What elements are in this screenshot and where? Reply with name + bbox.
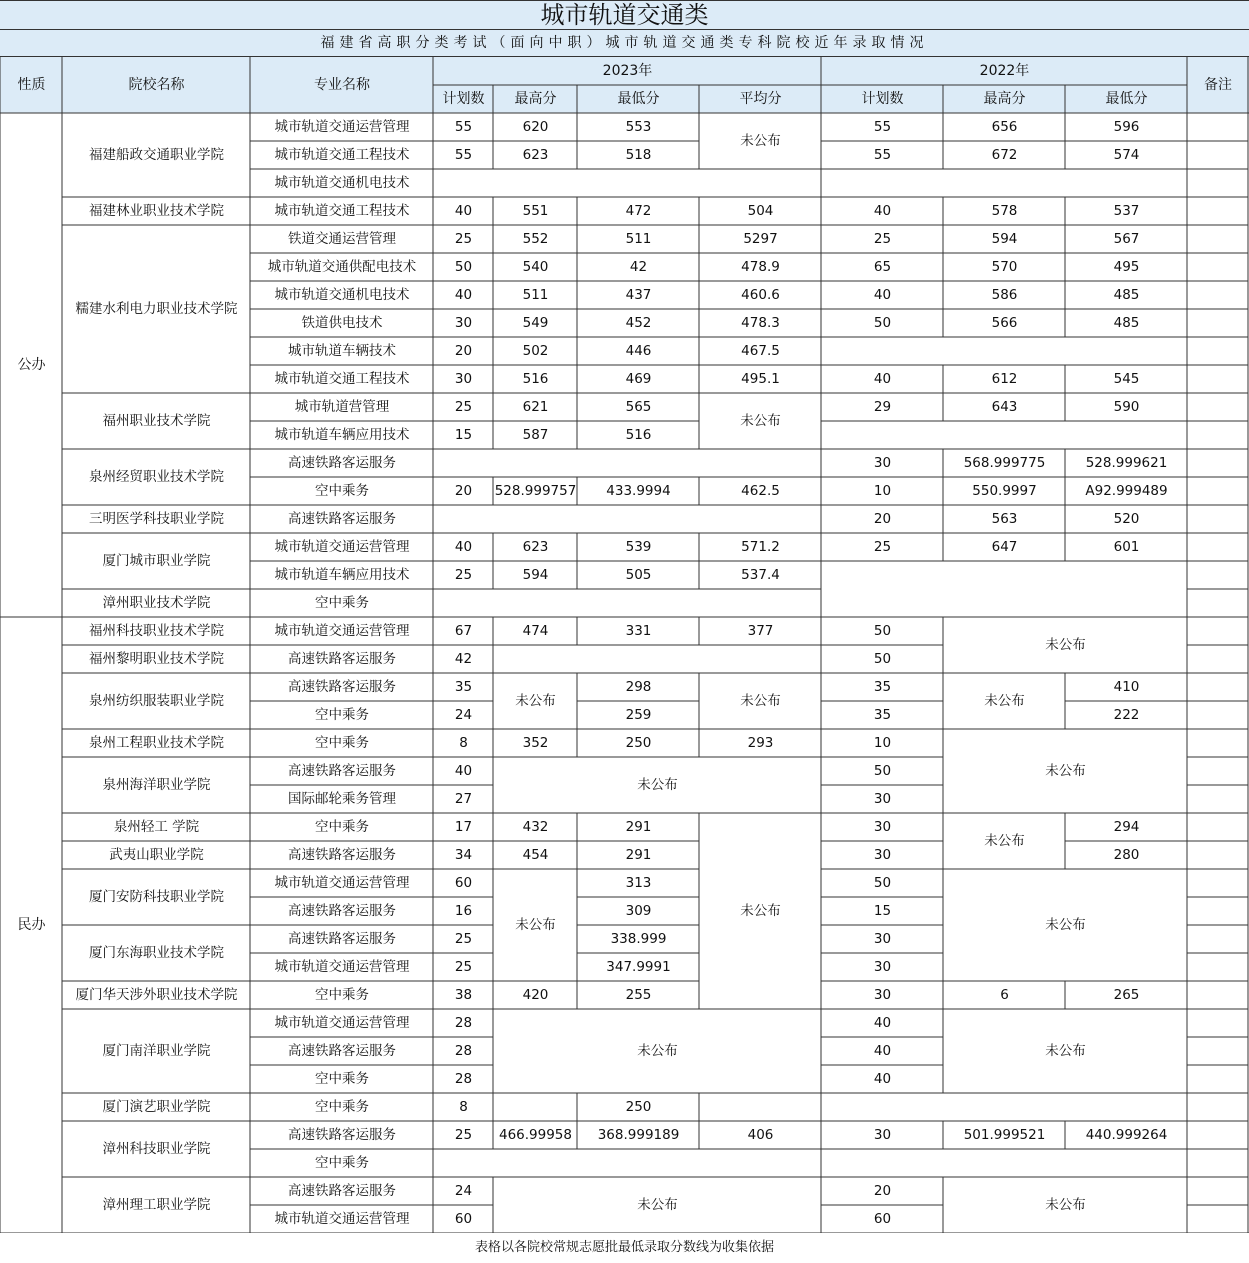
min-2022: 590 (1113, 399, 1140, 416)
school-name: 厦门城市职业学院 (102, 553, 211, 570)
min-2023: 446 (625, 343, 652, 360)
header-plan-2023: 计划数 (442, 91, 485, 108)
major-name: 高速铁路客运服务 (288, 847, 396, 864)
avg-2023: 467.5 (741, 343, 780, 360)
plan-2023: 25 (454, 959, 473, 976)
unpublished-note: 未公布 (515, 917, 556, 934)
plan-2023: 27 (454, 791, 473, 808)
school-name: 厦门安防科技职业学院 (89, 889, 224, 906)
header-avg-2023: 平均分 (739, 91, 782, 108)
plan-2022: 25 (873, 539, 892, 556)
plan-2022: 50 (873, 763, 892, 780)
plan-2023: 50 (454, 259, 473, 276)
max-2023: 587 (522, 427, 549, 444)
max-2022: 586 (991, 287, 1018, 304)
major-name: 高速铁路客运服务 (288, 455, 396, 472)
avg-2023: 495.1 (741, 371, 780, 388)
plan-2023: 40 (454, 539, 473, 556)
header-max-2023: 最高分 (514, 91, 557, 108)
min-2022: 601 (1113, 539, 1140, 556)
max-2023: 621 (522, 399, 549, 416)
plan-2023: 15 (454, 427, 473, 444)
max-2022: 563 (991, 511, 1018, 528)
min-2023: 437 (625, 287, 652, 304)
unpublished-note: 未公布 (515, 693, 556, 710)
max-2023: 511 (522, 287, 549, 304)
plan-2022: 10 (873, 735, 892, 752)
plan-2022: 25 (873, 231, 892, 248)
plan-2023: 25 (454, 1127, 473, 1144)
avg-2023: 537.4 (741, 567, 780, 584)
plan-2022: 35 (873, 707, 892, 724)
plan-2022: 35 (873, 679, 892, 696)
major-name: 空中乘务 (315, 707, 369, 724)
min-2023: 313 (625, 875, 652, 892)
min-2022: 495 (1113, 259, 1140, 276)
unpublished-note: 未公布 (637, 1043, 678, 1060)
major-name: 空中乘务 (315, 735, 369, 752)
min-2023: 518 (625, 147, 652, 164)
min-2023: 347.9991 (606, 959, 671, 976)
max-2023: 466.99958 (498, 1127, 572, 1144)
major-name: 城市轨道车辆应用技术 (274, 567, 410, 584)
major-name: 城市轨道交通运营管理 (274, 539, 410, 556)
max-2022: 656 (991, 119, 1018, 136)
unpublished-note: 未公布 (740, 693, 781, 710)
school-name: 泉州轻工 学院 (113, 819, 200, 836)
plan-2022: 30 (873, 819, 892, 836)
max-2022: 6 (1000, 987, 1009, 1004)
major-name: 空中乘务 (315, 1155, 369, 1172)
unpublished-note: 未公布 (1045, 763, 1086, 780)
header-min-2022: 最低分 (1105, 91, 1148, 108)
min-2022: 528.999621 (1085, 455, 1168, 472)
avg-2023: 377 (747, 623, 774, 640)
plan-2022: 20 (873, 1183, 892, 1200)
header-school: 院校名称 (128, 77, 185, 94)
header-min-2023: 最低分 (617, 91, 660, 108)
max-2023: 352 (522, 735, 549, 752)
major-name: 高速铁路客运服务 (288, 903, 396, 920)
min-2023: 255 (625, 987, 652, 1004)
plan-2022: 50 (873, 623, 892, 640)
plan-2023: 55 (454, 119, 473, 136)
major-name: 空中乘务 (315, 819, 369, 836)
min-2023: 472 (625, 203, 652, 220)
school-name: 厦门东海职业技术学院 (89, 945, 224, 962)
max-2023: 432 (522, 819, 549, 836)
plan-2022: 30 (873, 455, 892, 472)
min-2023: 469 (625, 371, 652, 388)
school-name: 福州黎明职业技术学院 (89, 651, 224, 668)
major-name: 城市轨道交通运营管理 (274, 119, 410, 136)
school-name: 福州职业技术学院 (102, 413, 211, 430)
school-name: 漳州科技职业学院 (102, 1141, 211, 1158)
school-name: 厦门华天涉外职业技术学院 (75, 987, 238, 1004)
min-2023: 250 (625, 1099, 652, 1116)
min-2022: 485 (1113, 287, 1140, 304)
major-name: 铁道交通运营管理 (288, 231, 396, 248)
plan-2023: 40 (454, 203, 473, 220)
major-name: 城市轨道交通机电技术 (274, 175, 410, 192)
max-2023: 502 (522, 343, 549, 360)
header-max-2022: 最高分 (983, 91, 1026, 108)
min-2023: 259 (625, 707, 652, 724)
plan-2023: 28 (454, 1015, 473, 1032)
plan-2022: 20 (873, 511, 892, 528)
min-2023: 516 (625, 427, 652, 444)
min-2022: 485 (1113, 315, 1140, 332)
plan-2023: 25 (454, 231, 473, 248)
min-2022: 222 (1113, 707, 1140, 724)
plan-2023: 40 (454, 763, 473, 780)
max-2023: 516 (522, 371, 549, 388)
plan-2023: 25 (454, 399, 473, 416)
max-2023: 552 (522, 231, 549, 248)
min-2022: 265 (1113, 987, 1140, 1004)
school-name: 三明医学科技职业学院 (89, 511, 224, 528)
min-2023: 368.999189 (597, 1127, 680, 1144)
plan-2022: 65 (873, 259, 892, 276)
min-2022: 574 (1113, 147, 1140, 164)
major-name: 空中乘务 (315, 1071, 369, 1088)
max-2023: 474 (522, 623, 549, 640)
min-2023: 505 (625, 567, 652, 584)
avg-2023: 478.3 (741, 315, 780, 332)
plan-2022: 50 (873, 651, 892, 668)
major-name: 城市轨道交通工程技术 (274, 147, 410, 164)
school-name: 福州科技职业技术学院 (89, 623, 224, 640)
school-name: 漳州职业技术学院 (102, 595, 211, 612)
plan-2023: 38 (454, 987, 473, 1004)
school-name: 泉州海洋职业学院 (102, 777, 211, 794)
max-2022: 612 (991, 371, 1018, 388)
plan-2022: 30 (873, 959, 892, 976)
min-2022: A92.999489 (1085, 483, 1168, 500)
header-year-2023: 2023年 (602, 63, 653, 80)
major-name: 城市轨道交通机电技术 (274, 287, 410, 304)
major-name: 城市轨道交通运营管理 (274, 1015, 410, 1032)
major-name: 城市轨道营管理 (294, 399, 390, 416)
plan-2023: 60 (454, 875, 473, 892)
max-2023: 454 (522, 847, 549, 864)
page-subtitle: 福建省高职分类考试（面向中职）城市轨道交通类专科院校近年录取情况 (0, 30, 1249, 57)
min-2023: 539 (625, 539, 652, 556)
major-name: 城市轨道交通工程技术 (274, 203, 410, 220)
max-2023: 540 (522, 259, 549, 276)
plan-2023: 28 (454, 1043, 473, 1060)
footer-note: 表格以各院校常规志愿批最低录取分数线为收集依据 (0, 1233, 1249, 1263)
plan-2023: 16 (454, 903, 473, 920)
major-name: 城市轨道交通运营管理 (274, 875, 410, 892)
max-2022: 568.999775 (963, 455, 1046, 472)
plan-2022: 60 (873, 1211, 892, 1228)
unpublished-note: 未公布 (984, 833, 1025, 850)
plan-2022: 40 (873, 371, 892, 388)
school-name: 泉州纺织服装职业学院 (89, 693, 224, 710)
plan-2023: 67 (454, 623, 473, 640)
unpublished-note: 未公布 (1045, 1197, 1086, 1214)
plan-2023: 17 (454, 819, 473, 836)
max-2022: 594 (991, 231, 1018, 248)
plan-2022: 40 (873, 1071, 892, 1088)
major-name: 高速铁路客运服务 (288, 763, 396, 780)
plan-2023: 8 (459, 735, 468, 752)
major-name: 城市轨道交通运营管理 (274, 1211, 410, 1228)
min-2023: 291 (625, 819, 652, 836)
max-2022: 643 (991, 399, 1018, 416)
min-2023: 42 (629, 259, 648, 276)
max-2022: 672 (991, 147, 1018, 164)
plan-2023: 34 (454, 847, 473, 864)
plan-2022: 50 (873, 875, 892, 892)
max-2023: 551 (522, 203, 549, 220)
major-name: 铁道供电技术 (301, 315, 383, 332)
min-2023: 338.999 (610, 931, 667, 948)
major-name: 高速铁路客运服务 (288, 931, 396, 948)
plan-2023: 60 (454, 1211, 473, 1228)
min-2023: 291 (625, 847, 652, 864)
unpublished-note: 未公布 (740, 133, 781, 150)
max-2023: 528.999757 (494, 483, 577, 500)
school-name: 厦门演艺职业学院 (102, 1099, 211, 1116)
school-name: 泉州经贸职业技术学院 (89, 469, 224, 486)
min-2022: 440.999264 (1085, 1127, 1168, 1144)
plan-2022: 50 (873, 315, 892, 332)
major-name: 高速铁路客运服务 (288, 1043, 396, 1060)
avg-2023: 462.5 (741, 483, 780, 500)
avg-2023: 571.2 (741, 539, 780, 556)
major-name: 空中乘务 (315, 987, 369, 1004)
min-2023: 511 (625, 231, 652, 248)
min-2022: 567 (1113, 231, 1140, 248)
major-name: 空中乘务 (315, 595, 369, 612)
min-2023: 452 (625, 315, 652, 332)
page-title: 城市轨道交通类 (0, 0, 1249, 30)
header-plan-2022: 计划数 (861, 91, 904, 108)
max-2022: 550.9997 (972, 483, 1037, 500)
plan-2022: 30 (873, 1127, 892, 1144)
major-name: 城市轨道交通供配电技术 (267, 259, 417, 276)
school-name: 糯建水利电力职业技术学院 (75, 301, 238, 318)
plan-2022: 55 (873, 119, 892, 136)
major-name: 城市轨道交通工程技术 (274, 371, 410, 388)
max-2023: 620 (522, 119, 549, 136)
major-name: 高速铁路客运服务 (288, 511, 396, 528)
plan-2022: 29 (873, 399, 892, 416)
plan-2023: 24 (454, 1183, 473, 1200)
plan-2023: 20 (454, 343, 473, 360)
min-2022: 294 (1113, 819, 1140, 836)
min-2022: 545 (1113, 371, 1140, 388)
major-name: 城市轨道车辆应用技术 (274, 427, 410, 444)
plan-2023: 8 (459, 1099, 468, 1116)
unpublished-note: 未公布 (740, 903, 781, 920)
header-nature: 性质 (17, 77, 46, 94)
min-2022: 537 (1113, 203, 1140, 220)
max-2022: 578 (991, 203, 1018, 220)
major-name: 城市轨道车辆技术 (288, 343, 396, 360)
plan-2023: 30 (454, 315, 473, 332)
major-name: 高速铁路客运服务 (288, 679, 396, 696)
min-2023: 250 (625, 735, 652, 752)
group-public: 公办 (17, 357, 46, 374)
min-2023: 565 (625, 399, 652, 416)
major-name: 高速铁路客运服务 (288, 651, 396, 668)
header-year-2022: 2022年 (979, 63, 1030, 80)
school-name: 武夷山职业学院 (109, 847, 204, 864)
plan-2022: 40 (873, 1015, 892, 1032)
max-2023: 420 (522, 987, 549, 1004)
unpublished-note: 未公布 (637, 1197, 678, 1214)
min-2023: 433.9994 (606, 483, 671, 500)
major-name: 城市轨道交通运营管理 (274, 959, 410, 976)
plan-2022: 30 (873, 931, 892, 948)
min-2023: 553 (625, 119, 652, 136)
min-2023: 298 (625, 679, 652, 696)
plan-2022: 40 (873, 287, 892, 304)
unpublished-note: 未公布 (984, 693, 1025, 710)
unpublished-note: 未公布 (1045, 637, 1086, 654)
min-2022: 280 (1113, 847, 1140, 864)
avg-2023: 478.9 (741, 259, 780, 276)
plan-2023: 25 (454, 931, 473, 948)
plan-2023: 28 (454, 1071, 473, 1088)
min-2022: 596 (1113, 119, 1140, 136)
major-name: 城市轨道交通运营管理 (274, 623, 410, 640)
avg-2023: 460.6 (741, 287, 780, 304)
plan-2022: 10 (873, 483, 892, 500)
school-name: 漳州理工职业学院 (102, 1197, 211, 1214)
plan-2022: 40 (873, 1043, 892, 1060)
unpublished-note: 未公布 (1045, 917, 1086, 934)
plan-2023: 55 (454, 147, 473, 164)
header-remark: 备注 (1204, 77, 1232, 94)
school-name: 福建林业职业技术学院 (89, 203, 224, 220)
min-2022: 520 (1113, 511, 1140, 528)
major-name: 空中乘务 (315, 483, 369, 500)
plan-2022: 55 (873, 147, 892, 164)
major-name: 高速铁路客运服务 (288, 1127, 396, 1144)
plan-2022: 15 (873, 903, 892, 920)
unpublished-note: 未公布 (740, 413, 781, 430)
avg-2023: 406 (747, 1127, 774, 1144)
unpublished-note: 未公布 (637, 777, 678, 794)
school-name: 福建船政交通职业学院 (89, 147, 224, 164)
plan-2023: 42 (454, 651, 473, 668)
max-2023: 623 (522, 539, 549, 556)
avg-2023: 5297 (743, 231, 778, 248)
max-2022: 501.999521 (963, 1127, 1046, 1144)
plan-2023: 40 (454, 287, 473, 304)
plan-2022: 30 (873, 847, 892, 864)
max-2023: 623 (522, 147, 549, 164)
max-2022: 647 (991, 539, 1018, 556)
max-2022: 566 (991, 315, 1018, 332)
avg-2023: 504 (747, 203, 774, 220)
plan-2022: 40 (873, 203, 892, 220)
major-name: 高速铁路客运服务 (288, 1183, 396, 1200)
max-2023: 594 (522, 567, 549, 584)
group-private: 民办 (17, 917, 46, 934)
plan-2023: 20 (454, 483, 473, 500)
header-major: 专业名称 (314, 77, 370, 94)
unpublished-note: 未公布 (1045, 1043, 1086, 1060)
plan-2022: 30 (873, 791, 892, 808)
min-2023: 309 (625, 903, 652, 920)
max-2023: 549 (522, 315, 549, 332)
plan-2023: 35 (454, 679, 473, 696)
min-2022: 410 (1113, 679, 1140, 696)
plan-2023: 30 (454, 371, 473, 388)
avg-2023: 293 (747, 735, 774, 752)
min-2023: 331 (625, 623, 652, 640)
plan-2023: 25 (454, 567, 473, 584)
major-name: 空中乘务 (315, 1099, 369, 1116)
max-2022: 570 (991, 259, 1018, 276)
plan-2022: 30 (873, 987, 892, 1004)
plan-2023: 24 (454, 707, 473, 724)
school-name: 泉州工程职业技术学院 (89, 735, 224, 752)
major-name: 国际邮轮乘务管理 (288, 791, 396, 808)
school-name: 厦门南洋职业学院 (102, 1043, 211, 1060)
